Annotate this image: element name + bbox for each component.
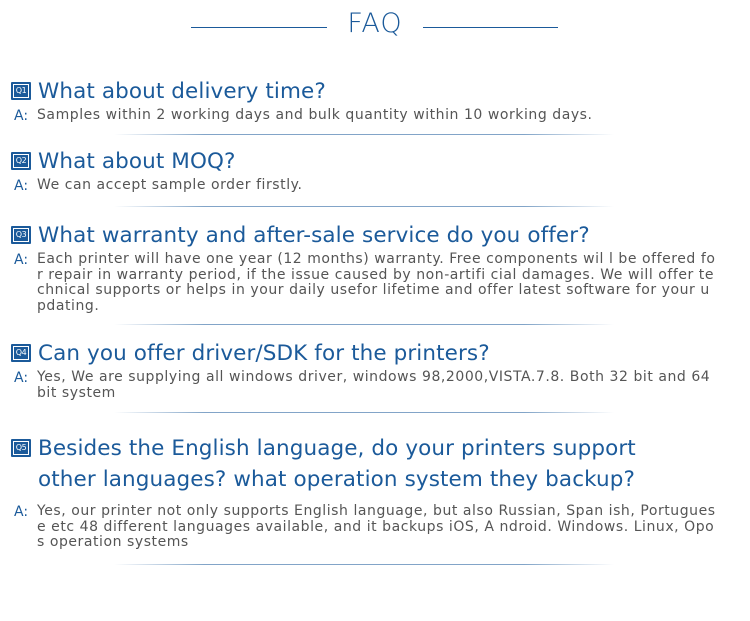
- item-divider: [114, 324, 614, 325]
- question-badge: Q3: [11, 226, 31, 244]
- question-badge: Q4: [11, 344, 31, 362]
- answer-label: A:: [14, 252, 29, 268]
- header-divider-right: [423, 27, 558, 28]
- answer-label: A:: [14, 108, 29, 124]
- question-text: What about delivery time?: [38, 79, 326, 104]
- page-title: FAQ: [347, 8, 403, 39]
- question-text: What about MOQ?: [38, 149, 236, 174]
- answer-text: We can accept sample order firstly.: [37, 177, 303, 193]
- answer-text: Yes, our printer not only supports English language, but also Russian, Span ish, Portuguese etc 48 different languages available, and it backups iOS, A ndroid. Windows. Linux, Opos operation systems: [37, 503, 716, 550]
- answer-text: Yes, We are supplying all windows driver, windows 98,2000,VISTA.7.8. Both 32 bit and 64 bit system: [37, 369, 711, 401]
- question-text-line-1: Besides the English language, do your printers support: [38, 436, 636, 461]
- item-divider: [114, 206, 614, 207]
- faq-header: [0, 6, 750, 42]
- question-text: Can you offer driver/SDK for the printers?: [38, 341, 490, 366]
- question-badge: Q1: [11, 82, 31, 100]
- question-badge: Q2: [11, 152, 31, 170]
- answer-label: A:: [14, 504, 29, 520]
- question-text-line-2: other languages? what operation system they backup?: [38, 467, 635, 492]
- item-divider: [114, 412, 614, 413]
- answer-label: A:: [14, 370, 29, 386]
- header-divider-left: [191, 27, 327, 28]
- question-text: What warranty and after-sale service do you offer?: [38, 223, 590, 248]
- question-badge: Q5: [11, 439, 31, 457]
- item-divider: [114, 134, 614, 135]
- item-divider: [114, 564, 614, 565]
- answer-label: A:: [14, 178, 29, 194]
- answer-text: Each printer will have one year (12 months) warranty. Free components wil l be offered for repair in warranty period, if the issue caused by non-artifi cial damages. We will offer technical supports or helps in your daily usefor lifetime and offer latest software for your updating.: [37, 251, 716, 314]
- answer-text: Samples within 2 working days and bulk quantity within 10 working days.: [37, 107, 593, 123]
